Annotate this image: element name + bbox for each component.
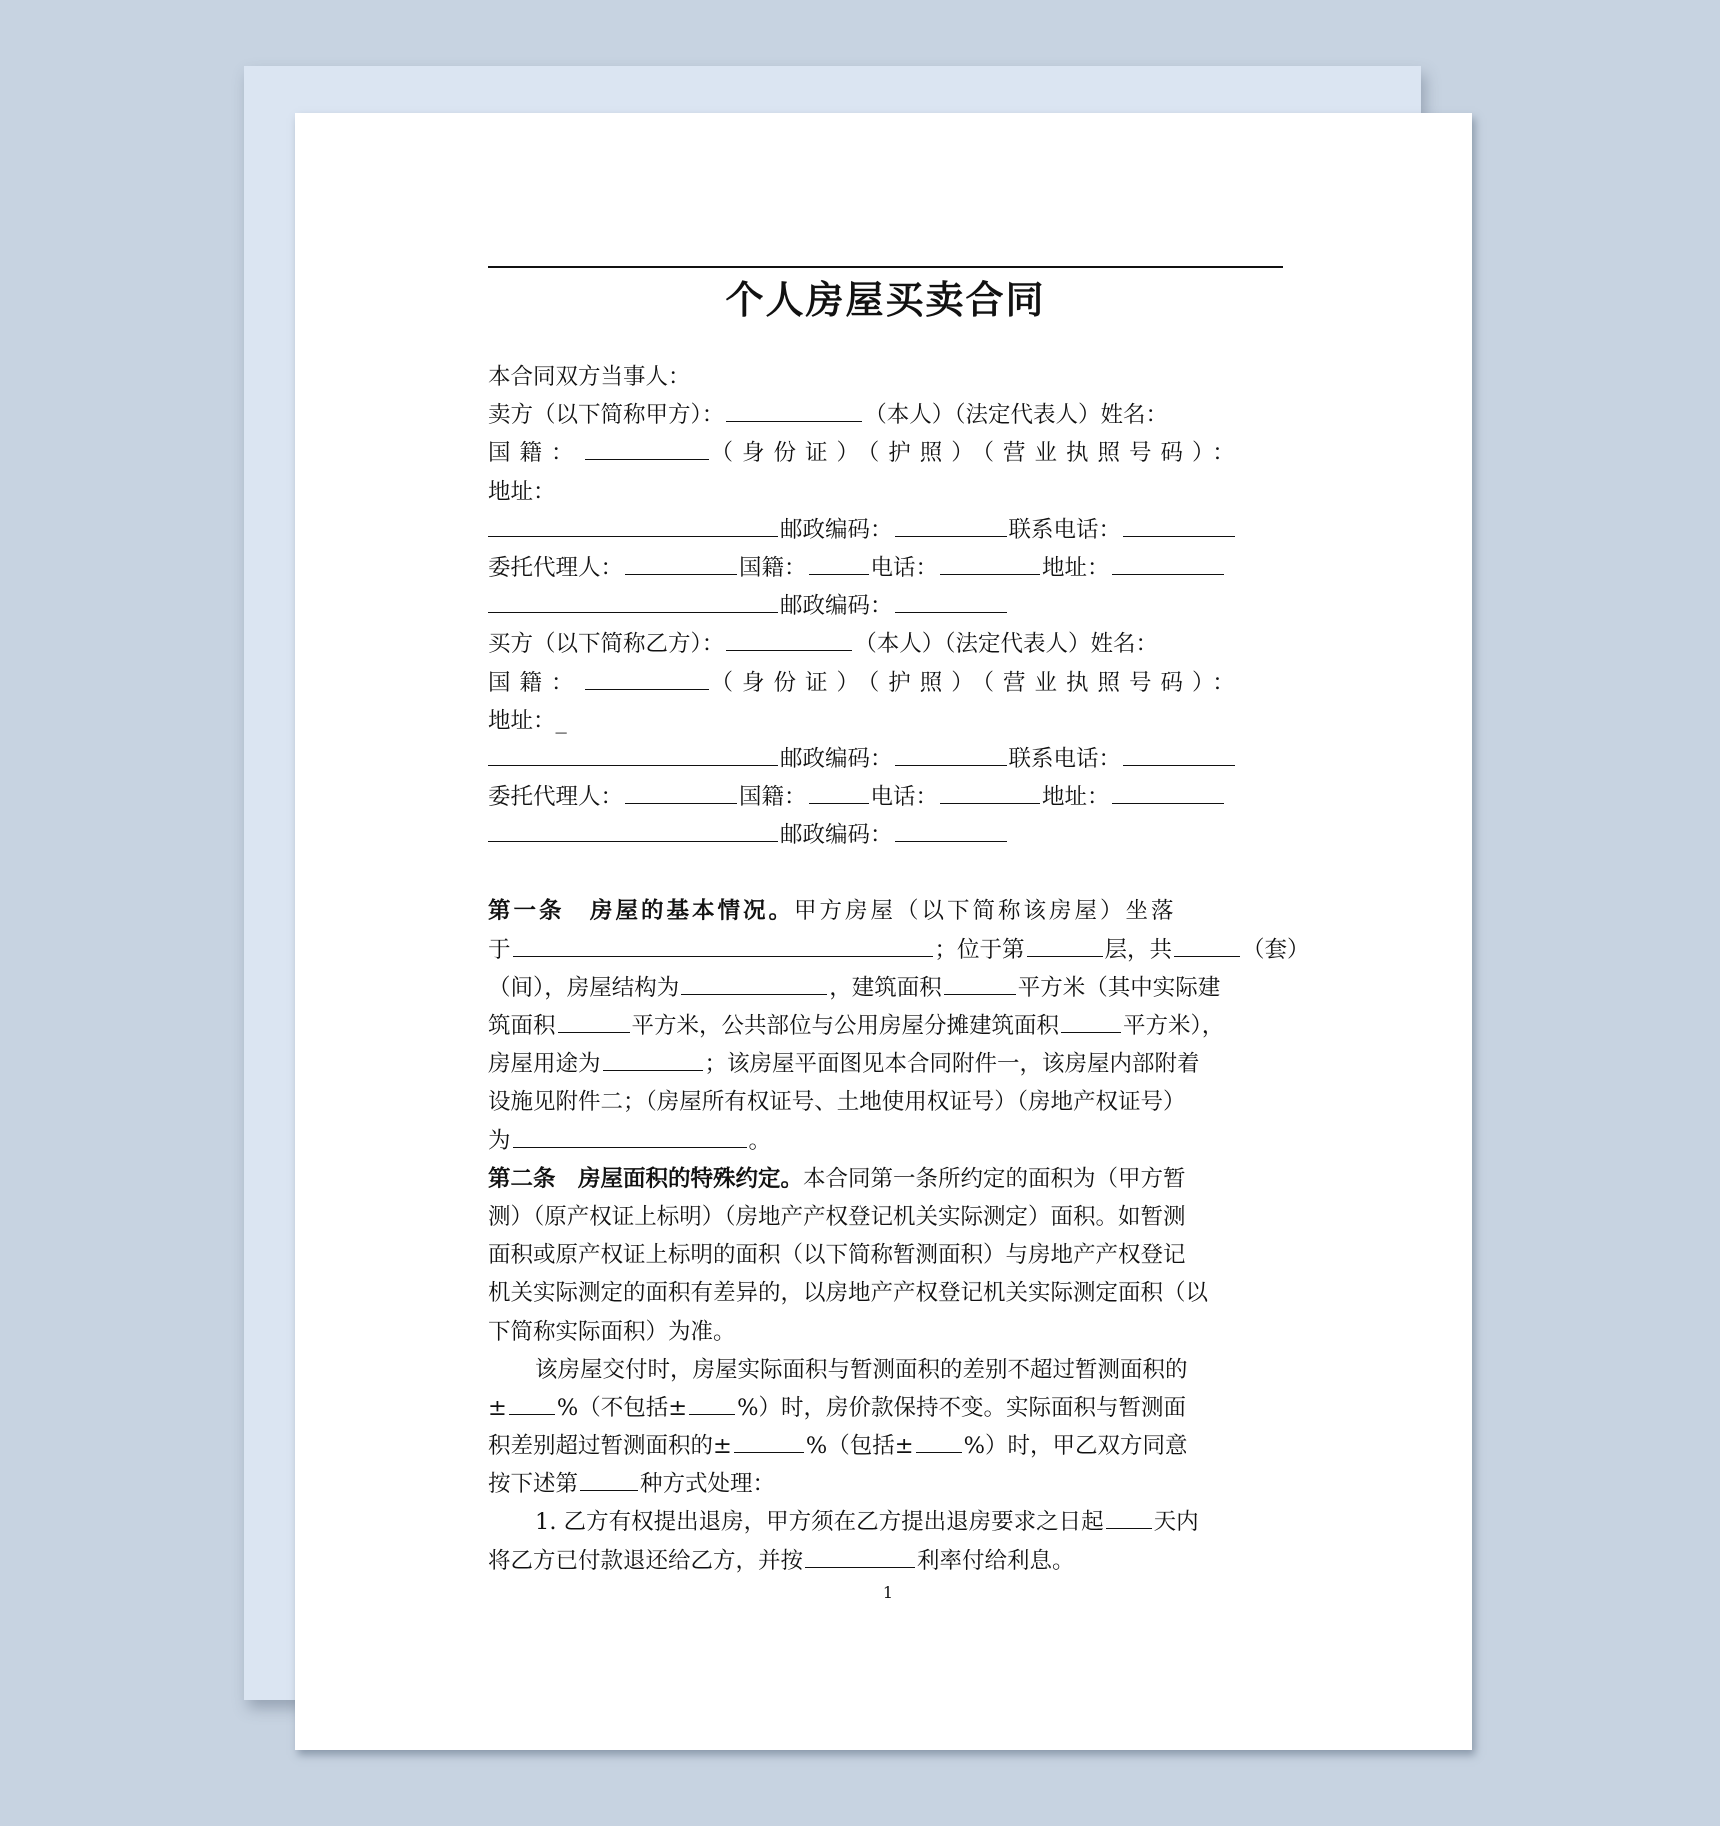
article1-text: ；该房屋平面图见本合同附件一，该房屋内部附着 [704,1051,1200,1078]
buyer-nationality-label: 国籍： [488,669,583,696]
tolerance-blank-2[interactable] [689,1392,735,1415]
article1-text: 平方米）， [1123,1013,1225,1039]
article1-text: 于 [488,936,511,963]
article2-item1-line-2 [488,1542,1308,1580]
article1-text: （间），房屋结构为 [488,974,680,1001]
parties-intro: 本合同双方当事人： [488,364,691,390]
seller-line-1 [488,396,1308,434]
article1-line-1 [488,892,1308,930]
article1-line-5 [488,1045,1308,1083]
article2-line-4: 机关实际测定的面积有差异的，以房地产产权登记机关实际测定面积（以 [488,1280,1209,1307]
contract-text [488,358,1308,1580]
actual-area-blank[interactable] [558,1010,630,1033]
article2-line-1 [488,1160,1308,1198]
article2-text: 积差别超过暂测面积的± [488,1433,732,1460]
article1-line-7 [488,1122,1308,1160]
seller-agent-postcode-label: 邮政编码： [780,593,893,620]
buyer-phone-blank[interactable] [1123,743,1235,766]
shared-area-blank[interactable] [1061,1010,1121,1033]
usage-blank[interactable] [603,1048,703,1071]
refund-days-blank[interactable] [1106,1506,1152,1529]
article2-text: 利率付给利息。 [917,1547,1075,1574]
article1-text: 平方米，公共部位与公用房屋分摊建筑面积 [631,1013,1060,1039]
buyer-postcode-label: 邮政编码： [780,745,893,772]
buyer-type-label: （本人）（法定代表人）姓名： [854,631,1159,658]
article1-text: （套） [1242,936,1310,963]
seller-phone-blank[interactable] [1123,514,1235,537]
article1-line-3 [488,969,1308,1007]
seller-postcode-label: 邮政编码： [780,516,893,543]
seller-agent-blank[interactable] [625,552,737,575]
article1-text: 平方米（其中实际建 [1017,974,1221,1001]
seller-type-label: （本人）（法定代表人）姓名： [864,402,1169,429]
seller-label: 卖方（以下简称甲方）： [488,402,725,429]
buyer-nationality-blank[interactable] [585,667,709,690]
buyer-address-label: 地址：_ [488,707,567,734]
article2-text: ± [488,1394,507,1421]
article2-para2-line-2 [488,1389,1308,1427]
document-title: 个人房屋买卖合同 [725,278,1046,322]
tolerance-blank-3[interactable] [734,1430,804,1453]
tolerance-blank-1[interactable] [509,1392,555,1415]
interest-rate-blank[interactable] [805,1545,915,1568]
article2-text: 本合同第一条所约定的面积为（甲方暂 [803,1165,1186,1192]
property-location-blank[interactable] [513,934,933,957]
article1-text: 甲方房屋（以下简称该房屋）坐落 [794,898,1177,925]
article2-text: 按下述第 [488,1471,579,1498]
seller-line-6 [488,587,1308,625]
seller-agent-nationality-label: 国籍： [739,554,807,581]
buyer-agent-blank[interactable] [625,781,737,804]
article1-text: 为 [488,1127,511,1154]
seller-agent-address-cont-blank[interactable] [488,590,778,613]
seller-nationality-blank[interactable] [585,437,709,460]
seller-agent-address-blank[interactable] [1112,552,1224,575]
section-gap [488,854,1308,892]
article2-text: %）时，甲乙双方同意 [963,1433,1188,1460]
article2-heading: 第二条 房屋面积的特殊约定。 [488,1165,804,1192]
seller-agent-address-label: 地址： [1042,554,1110,581]
buyer-line-2 [488,664,1308,702]
buyer-agent-address-blank[interactable] [1112,781,1224,804]
seller-address-blank[interactable] [488,514,778,537]
article2-para2-line-3 [488,1427,1308,1465]
buyer-agent-label: 委托代理人： [488,784,624,811]
buyer-agent-postcode-label: 邮政编码： [780,822,893,849]
article1-line-2 [488,931,1308,969]
article1-line-4 [488,1007,1308,1045]
article1-line-6: 设施见附件二；（房屋所有权证号、土地使用权证号）（房地产权证号） [488,1089,1186,1116]
seller-phone-label: 联系电话： [1008,516,1122,543]
seller-agent-label: 委托代理人： [488,554,624,581]
article2-line-5: 下简称实际面积）为准。 [488,1318,736,1345]
article1-text: 。 [748,1127,772,1154]
structure-blank[interactable] [681,972,827,995]
article2-item1-line-1 [488,1503,1308,1541]
buyer-agent-nationality-blank[interactable] [809,781,869,804]
buyer-line-1 [488,625,1308,663]
buyer-agent-address-cont-blank[interactable] [488,819,778,842]
seller-agent-nationality-blank[interactable] [809,552,869,575]
article2-text: %（包括± [805,1433,914,1460]
article2-text: 种方式处理： [640,1471,776,1498]
buyer-agent-phone-label: 电话： [870,784,939,811]
floor-blank[interactable] [1027,934,1103,957]
buyer-name-blank[interactable] [726,628,852,651]
buyer-agent-postcode-blank[interactable] [895,819,1007,842]
seller-id-label: （身份证）（护照）（营业执照号码）： [710,440,1244,467]
method-number-blank[interactable] [580,1468,638,1491]
tolerance-blank-4[interactable] [916,1430,962,1453]
article2-text: %（不包括± [556,1394,688,1421]
seller-line-2 [488,434,1308,472]
buyer-address-blank[interactable] [488,743,778,766]
document-page [295,113,1472,1750]
buyer-agent-line [488,778,1308,816]
header-rule [488,266,1283,268]
building-area-blank[interactable] [944,972,1016,995]
article1-text: 房屋用途为 [488,1051,601,1078]
article1-heading: 第一条 房屋的基本情况。 [488,898,795,925]
seller-agent-postcode-blank[interactable] [895,590,1007,613]
article1-text: ；位于第 [934,936,1025,963]
seller-nationality-label: 国籍： [488,440,583,467]
seller-line-4 [488,511,1308,549]
buyer-phone-label: 联系电话： [1008,745,1122,772]
article2-text: %）时，房价款保持不变。实际面积与暂测面 [737,1394,1186,1421]
certificate-number-blank[interactable] [513,1125,747,1148]
buyer-label: 买方（以下简称乙方）： [488,631,725,658]
buyer-agent-nationality-label: 国籍： [739,784,807,811]
seller-postcode-blank[interactable] [895,514,1007,537]
seller-agent-phone-label: 电话： [870,554,939,581]
buyer-line-6 [488,816,1308,854]
buyer-line-4 [488,740,1308,778]
seller-agent-line [488,549,1308,587]
unit-count-blank[interactable] [1174,934,1240,957]
article1-text: ，建筑面积 [829,974,942,1001]
buyer-agent-phone-blank[interactable] [940,781,1040,804]
seller-address-label: 地址： [488,478,556,505]
article2-text: 天内 [1153,1509,1199,1536]
article1-text: 筑面积 [488,1013,556,1039]
article2-para2-line-1: 该房屋交付时，房屋实际面积与暂测面积的差别不超过暂测面积的 [535,1356,1188,1383]
seller-agent-phone-blank[interactable] [940,552,1040,575]
seller-name-blank[interactable] [726,399,862,422]
buyer-postcode-blank[interactable] [895,743,1007,766]
page-number: 1 [882,1583,894,1602]
article2-line-3: 面积或原产权证上标明的面积（以下简称暂测面积）与房地产产权登记 [488,1242,1186,1269]
buyer-id-label: （身份证）（护照）（营业执照号码）： [710,669,1244,696]
article1-text: 层，共 [1104,936,1173,963]
article2-line-2: 测）（原产权证上标明）（房地产产权登记机关实际测定）面积。如暂测 [488,1203,1186,1230]
article2-text: 将乙方已付款退还给乙方，并按 [488,1547,804,1574]
buyer-agent-address-label: 地址： [1042,784,1110,811]
article2-text: 1. 乙方有权提出退房，甲方须在乙方提出退房要求之日起 [535,1509,1104,1536]
article2-para2-line-4 [488,1465,1308,1503]
